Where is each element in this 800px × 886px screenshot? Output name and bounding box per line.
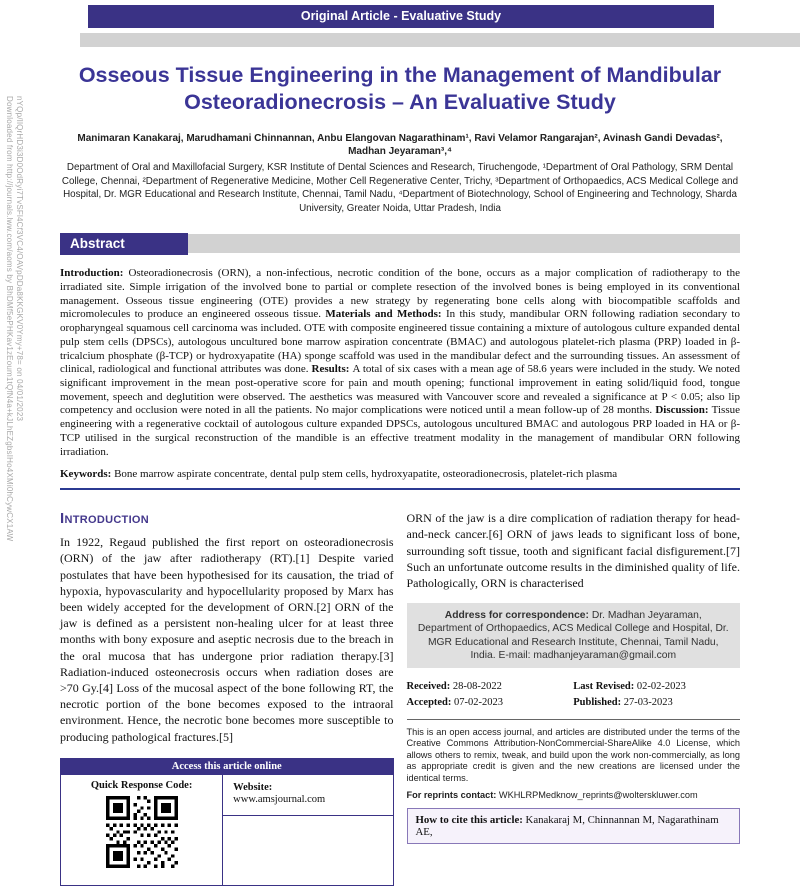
left-column xyxy=(60,510,394,886)
published-value: 27-03-2023 xyxy=(623,696,673,708)
watermark-line: Downloaded from http://journals.lww.com/aoms by BhDMf5ePHKav1zEoum1tQfN4a+kJLhEZgbsIHo4XMi0hCywCX1AW xyxy=(5,96,14,542)
keywords-line xyxy=(60,468,740,480)
received-value: 28-08-2022 xyxy=(452,681,502,693)
download-watermark xyxy=(4,96,24,541)
article-type-banner: Original Article - Evaluative Study xyxy=(88,5,714,28)
accepted-value: 07-02-2023 xyxy=(454,696,504,708)
access-box-qr-cell xyxy=(61,775,223,885)
access-box-website-cell xyxy=(223,775,392,885)
received-label: Received: xyxy=(406,681,453,693)
abstract-discussion-label: Discussion: xyxy=(655,404,712,417)
open-access-license-text: This is an open access journal, and articles are distributed under the terms of the Creative Commons Attribution-NonCommercial-ShareAlike 4.0 License, which allows others to remix, tweak, and build upon the work non-commercially, as long as appropriate credit is given and the new creations are licensed under the identical terms. xyxy=(406,727,740,783)
access-article-box xyxy=(60,758,394,886)
abstract-heading: Abstract xyxy=(60,233,188,255)
reprints-email-link[interactable]: WKHLRPMedknow_reprints@wolterskluwer.com xyxy=(498,790,698,801)
last-revised-date xyxy=(573,679,740,695)
correspondence-box xyxy=(407,603,741,668)
published-date xyxy=(573,695,740,711)
cite-text: Kanakaraj M, Chinnannan M, Nagarathinam AE, xyxy=(415,814,719,839)
correspondence-label: Address for correspondence: xyxy=(444,610,592,622)
abstract-intro-text: Osteoradionecrosis (ORN), a non-infectious, necrotic condition of the bone, occurs as a major complication of radiotherapy to the irradiated site. Simple irrigation of the involved bone to partial or complete resection of the involved bones is being employed in its conventional management. Osseous tissue engineering (OTE) provides a new strategy by regenerating bone cells along with biocompatible scaffolds and micromolecules to produce an engineered osseous tissue. xyxy=(60,267,740,321)
last-revised-value: 02-02-2023 xyxy=(636,681,686,693)
abstract-heading-fill xyxy=(188,234,740,253)
website-link[interactable]: www.amsjournal.com xyxy=(233,793,326,805)
authors-line: Manimaran Kanakaraj, Marudhamani Chinnannan, Anbu Elangovan Nagarathinam¹, Ravi Velamor Rangarajan², Avinash Gandi Devadas², Madhan Jeyaraman³,⁴ xyxy=(77,133,723,157)
abstract-intro-label: Introduction: xyxy=(60,267,129,280)
article-title: Osseous Tissue Engineering in the Management of Mandibular Osteoradionecrosis – An Evaluative Study xyxy=(78,63,722,114)
abstract-text xyxy=(60,267,740,459)
reprints-line xyxy=(407,790,741,800)
qr-code-label: Quick Response Code: xyxy=(90,779,193,791)
abstract-methods-label: Materials and Methods: xyxy=(325,308,446,321)
abstract-header xyxy=(60,233,740,255)
keywords-rule xyxy=(60,488,740,490)
access-box-row-divider xyxy=(223,815,392,816)
dates-right-column xyxy=(573,679,740,710)
abstract-methods-text: In this study, mandibular ORN following radiation secondary to oropharyngeal squamous cell carcinoma was included. OTE with composite engineered tissue containing a mixture of autologous culture expanded dental pulp stem cells (DPSCs), autologous uncultured bone marrow aspiration concentrate (BMAC) and autologous platelet-rich plasma (PRP) loaded in β-tricalcium phosphate (β-TCP) or hydroxyapatite (HA) sponge scaffold was used in the mandibular defect and the surrounding tissues. An assessment of clinical, radiological and functional attributes was done. xyxy=(60,308,740,376)
license-divider xyxy=(407,719,741,720)
abstract-results-text: A total of six cases with a mean age of 58.6 years were included in the study. We noted significant improvement in the mean post-operative score for pain and mouth opening; functional improvement in eating solid/liquid food, tongue movement, speech and deglutition were observed. The aesthetics was measured with Vancouver score and revealed a significance at P < 0.05; also lip competency and occlusion were noted in all the patients. No major complications were noticed until a mean follow-up of 28 months. xyxy=(60,363,740,417)
two-column-body xyxy=(60,510,740,886)
article-content xyxy=(60,0,740,886)
right-column xyxy=(407,510,741,886)
last-revised-label: Last Revised: xyxy=(573,681,637,693)
introduction-paragraph-right: ORN of the jaw is a dire complication of radiation therapy for head-and-neck cancer.[6] ORN of jaws leads to significant loss of bone, surrounding soft tissue, tooth and significant facial disfigurement.[7] Such an unfortunate outcome results in the diminished quality of life. Pathologically, ORN is characterised xyxy=(406,511,740,591)
dates-left-column xyxy=(407,679,574,710)
published-label: Published: xyxy=(573,696,624,708)
website-label: Website: xyxy=(233,781,273,793)
accepted-date xyxy=(407,695,574,711)
watermark-line: nYQp/IlQrHD3i3D0OdRyi7TvSFl4Cf3VC4/OAVpDDa8KKGKV0Ymy+78= on 04/01/2023 xyxy=(15,96,24,422)
reprints-label: For reprints contact: xyxy=(406,790,499,801)
how-to-cite-box xyxy=(407,808,741,844)
cite-label: How to cite this article: xyxy=(415,814,526,827)
abstract-results-label: Results: xyxy=(311,363,353,376)
introduction-paragraph-left: In 1922, Regaud published the first report on osteoradionecrosis (ORN) of the jaw after radiotherapy (RT).[1] Despite varied postulates that have been hypothesised for its causation, the triad of hypoxia, hypovascularity and hypocellularity proposed by Marx has been widely accepted for the development of ORN.[2] ORN of the jaw is defined as a persistent non-healing ulcer for at least three months with bony exposure and aseptic necrosis due to the breach in the oral mucosa that has undergone prior radiation therapy.[3] Radiation-induced osteonecrosis occurs when radiation doses are >70 Gy.[4] Loss of the mucosal aspect of the bone following RT, the necrotic portion of the bone becomes exposed to the intraoral environment. Hence, the necrotic bone becomes more susceptible to producing pathological fractures.[5] xyxy=(60,535,394,744)
received-date xyxy=(407,679,574,695)
accepted-label: Accepted: xyxy=(406,696,455,708)
access-box-header: Access this article online xyxy=(61,759,393,775)
section-heading-introduction: Introduction xyxy=(60,510,150,528)
article-dates xyxy=(407,679,741,710)
keywords-label: Keywords: xyxy=(60,468,115,481)
affiliations: Department of Oral and Maxillofacial Surgery, KSR Institute of Dental Sciences and Research, Tiruchengode, ¹Department of Oral Pathology, SRM Dental College, Chennai, ²Department of Regenerative Medicine, Mother Cell Regenerative Center, Trichy, ³Department of Orthopaedics, ACS Medical College and Hospital, Dr. MGR Educational and Research Institute, Chennai, Tamil Nadu, ⁴Department of Biotechnology, School of Engineering and Technology, Sharda University, Greater Noida, Uttar Pradesh, India xyxy=(61,162,739,214)
qr-code-icon xyxy=(106,796,178,868)
keywords-text: Bone marrow aspirate concentrate, dental pulp stem cells, hydroxyapatite, osteoradionecrosis, platelet-rich plasma xyxy=(114,468,618,481)
abstract-discussion-text: Tissue engineering with a regenerative cocktail of autologous culture expanded DPSCs, autologous uncultured BMAC and autologous PRP loaded in HA or β-TCP utilised in the surgical reconstruction of the mandible is an effective treatment modality in the management of mandibular ORN following irradiation. xyxy=(60,404,740,458)
access-box-row xyxy=(61,775,393,885)
correspondence-text: Dr. Madhan Jeyaraman, Department of Orthopaedics, ACS Medical College and Hospital, Dr. MGR Educational and Research Institute, Chennai, Tamil Nadu, India. E-mail: madhanjeyaraman@gmail.com xyxy=(417,610,729,661)
